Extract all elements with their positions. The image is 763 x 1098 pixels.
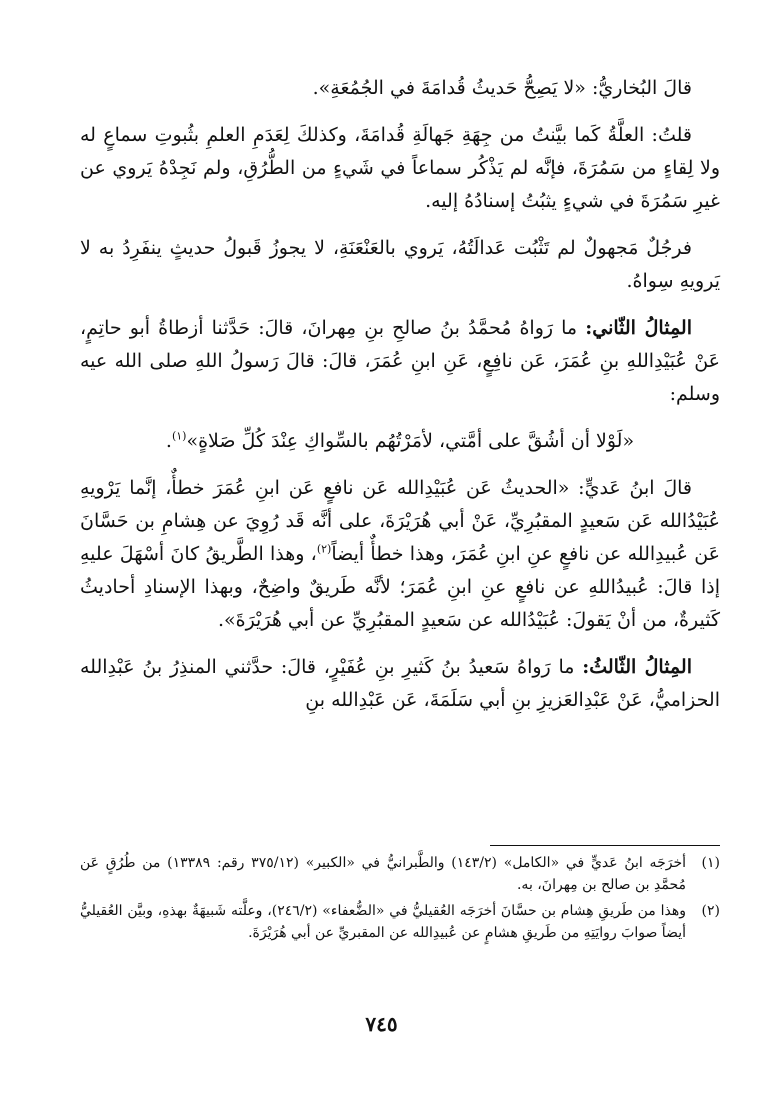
footnote-number: (٢) — [701, 903, 720, 919]
paragraph-ibn-adi — [80, 472, 720, 637]
third-example-heading: المِثالُ الثّالثُ: — [582, 656, 692, 678]
paragraph-illness-explanation: قلتُ: العلَّةُ كَما بيَّنتُ من جِهَةِ جَهالَةِ قُدامَةَ، وكذلكَ لِعَدَمِ العلمِ بثُبوتِ سماعٍ له ولا لِقاءٍ من سَمُرَةَ، فإنَّه لم يَذْكُر سماعاً في شَيءٍ من الطُّرُقِ، ولم نَجِدْهُ يَروي عن غيرِ سَمُرَةَ في شيءٍ يثبُتُ إسنادُهُ إليه. — [80, 124, 720, 212]
paragraph-third-example — [80, 651, 720, 717]
footnote-1 — [80, 852, 720, 896]
page-body — [80, 72, 720, 731]
footnote-text: وهذا من طَريقِ هِشام بن حسَّانَ أخرَجَه العُقيليُّ في «الضُّعفاء» (٢٤٦/٢)، وعلَّته شَبيهَةٌ بهذهِ، وبيَّن العُقيليُّ أيضاً صوابَ روايَتِهِ من طَريقِ هشامٍ عن عُبيدِالله عن المقبريِّ عن أبي هُرَيْرَةَ. — [80, 903, 686, 941]
footnote-ref-1[interactable]: (١) — [171, 429, 187, 443]
ibn-adi-text-b: ، وهذا الطَّريقُ كانَ أسْهَلَ عليهِ إذا قالَ: عُبيدُاللهِ عن نافعٍ عنِ ابنِ عُمَرَ؛ لأنَّه طَريقٌ واضِحٌ، وبهذا الإسنادِ أحاديثُ كَثيرةٌ، من أنْ يَقولَ: عُبَيْدُالله عن سَعيدٍ المقبُرِيِّ عن أبي هُرَيْرَةَ». — [80, 543, 720, 631]
paragraph-second-example — [80, 312, 720, 411]
footnote-ref-2[interactable]: (٢) — [316, 542, 332, 556]
paragraph-bukhari-quote: قالَ البُخاريُّ: «لا يَصِحُّ حَديثُ قُدامَةَ في الجُمُعَةِ». — [312, 77, 692, 99]
third-example-text: ما رَواهُ سَعيدُ بنُ كَثيرِ بنِ عُفَيْرٍ، قالَ: حدَّثني المنذِرُ بنُ عَبْدِالله الحزاميُّ، عَنْ عَبْدِالعَزيزِ بنِ أبي سَلَمَةَ، عَن عَبْدِالله بنِ — [80, 656, 720, 711]
hadith-siwak-text: «لَوْلا أن أشُقَّ على أمَّتي، لأمَرْتُهُم بالسِّواكِ عِنْدَ كُلِّ صَلاةٍ» — [186, 430, 635, 452]
footnotes — [80, 852, 720, 948]
paragraph-unknown-narrator: فرجُلٌ مَجهولٌ لم تَثْبُت عَدالَتُهُ، يَروي بالعَنْعَنَةِ، لا يجوزُ قَبولُ حديثٍ ينفَرِدُ به لا يَرويهِ سِواهُ. — [80, 237, 720, 292]
paragraph-hadith-siwak: «لَوْلا أن أشُقَّ على أمَّتي، لأمَرْتُهُم بالسِّواكِ عِنْدَ كُلِّ صَلاةٍ»$^{(١)}$. — [165, 429, 635, 452]
footnote-number: (١) — [701, 855, 720, 871]
second-example-text: ما رَواهُ مُحمَّدُ بنُ صالحِ بنِ مِهرانَ، قالَ: حَدَّثنا أزطاةُ أبو حاتِمٍ، عَنْ عُبَيْدِاللهِ بنِ عُمَرَ، عَن نافِعٍ، عَنِ ابنِ عُمَرَ، قالَ: قالَ رَسولُ اللهِ صلى الله عيه وسلم: — [80, 317, 720, 405]
footnote-separator — [490, 845, 720, 846]
footnote-2 — [80, 900, 720, 944]
ibn-adi-text-a: قالَ ابنُ عَديٍّ: «الحديثُ عَن عُبَيْدِالله عَن نافعٍ عَن ابنِ عُمَرَ خطأٌ، إنَّما يَرْويهِ عُبَيْدُالله عَن سَعيدٍ المقبُرِيِّ، عَنْ أبي هُرَيْرَةَ، على أنَّه قَد رُوِيَ عن هِشامِ بن حَسَّانَ عَن عُبيدِالله عن نافعٍ عنِ ابنِ عُمَرَ، وهذا خطأٌ أيضاً — [80, 477, 720, 565]
footnote-text: أخرَجَه ابنُ عَديٍّ في «الكامل» (١٤٣/٢) والطَّبرانيُّ في «الكبير» (٣٧٥/١٢ رقم: ١٣٣٨٩) من طُرُقٍ عَن مُحمَّدِ بن صالح بن مِهرانَ، به. — [80, 855, 686, 893]
page-number: ٧٤٥ — [365, 1012, 398, 1036]
second-example-heading: المِثالُ الثّاني: — [585, 317, 692, 339]
